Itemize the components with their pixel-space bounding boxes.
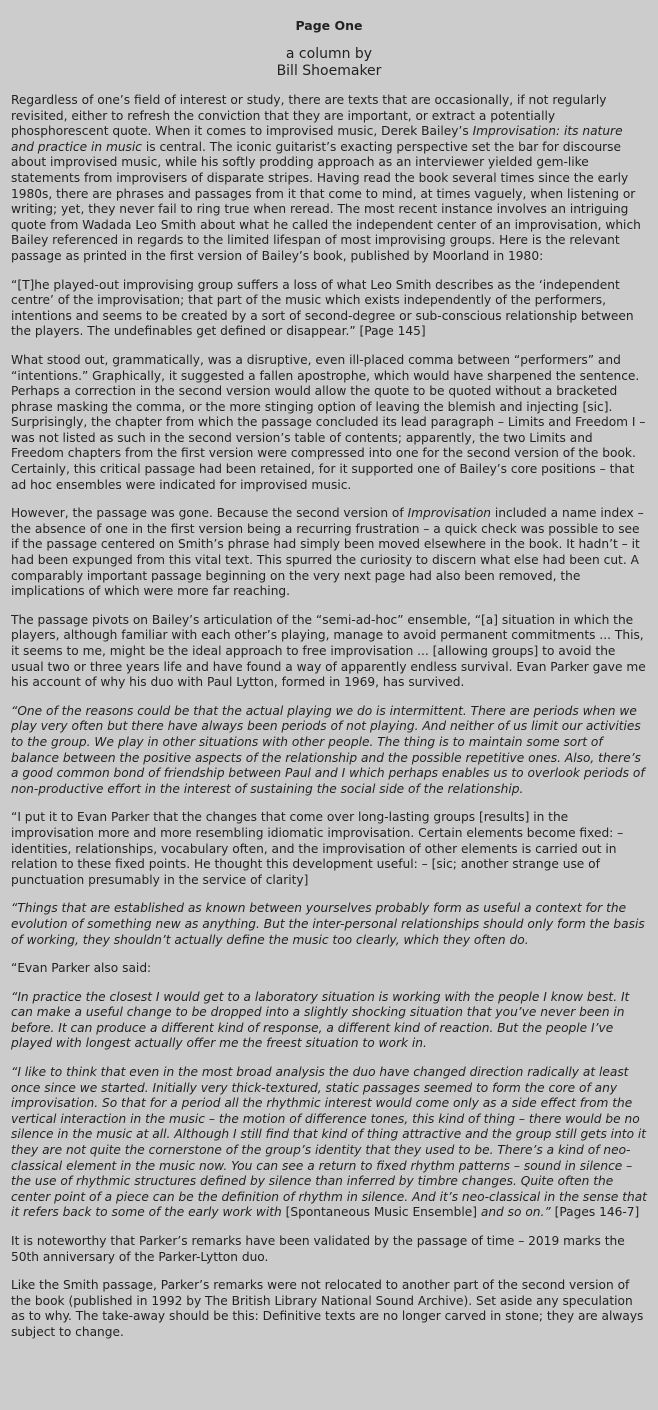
paragraph-passage-gone	[11, 506, 647, 600]
page-title: Page One	[295, 18, 363, 33]
byline-line-1: a column by	[285, 46, 373, 62]
byline	[11, 46, 647, 80]
paragraph-comma: What stood out, grammatically, was a disruptive, even ill-placed comma between “performers” and “intentions.” Graphically, it suggested a fallen apostrophe, which would have sharpened the sentence. Perhaps a correction in the second version would allow the quote to be quoted without a bracketed phrase masking the comma, or the more stinging option of leaving the blemish and injecting [sic]. Surprisingly, the chapter from which the passage concluded its lead paragraph – Limits and Freedom I – was not listed as such in the second version’s table of contents; apparently, the two Limits and Freedom chapters from the first version were compressed into one for the second version of the book. Certainly, this critical passage had been retained, for it supported one of Bailey’s core positions – that ad hoc ensembles were indicated for improvised music.	[11, 352, 646, 492]
paragraph-intro-text-b: is central. The iconic guitarist’s exacting perspective set the bar for discourse about improvised music, while his softly prodding approach as an interviewer yielded gem-like statements from improvisers of disparate stripes. Having read the book several times since the early 1980s, there are phrases and passages from it that come to mind, at times vaguely, when listening or writing; yet, they never fail to ring true when reread. The most recent instance involves an intriguing quote from Wadada Leo Smith about what he called the independent center of an improvisation, which Bailey referenced in regards to the limited lifespan of most improvising groups. Here is the relevant passage as printed in the first version of Bailey’s book, published by Moorland in 1980:	[11, 139, 641, 263]
paragraph-parker-also-said: “Evan Parker also said:	[11, 961, 152, 976]
byline-author: Bill Shoemaker	[276, 63, 382, 79]
paragraph-anniversary: It is noteworthy that Parker’s remarks have been validated by the passage of time – 2019 marks the 50th anniversary of the Parker-Lytton duo.	[11, 1234, 625, 1264]
quote-first-version: “[T]he played-out improvising group suffers a loss of what Leo Smith describes as the ‘independent centre’ of the improvisation; that part of the music which exists independently of the performers, intentions and seems to be created by a sort of second-degree or sub-conscious relationship between the players. The undefinables get defined or disappear.” [Page 145]	[11, 277, 634, 339]
paragraph-put-it-to-parker: “I put it to Evan Parker that the changes that come over long-lasting groups [results] in the improvisation more and more resembling idiomatic improvisation. Certain elements become fixed: – identities, relationships, vocabulary often, and the improvisation of other elements is carried out in relation to these fixed points. He thought this development useful: – [sic; another strange use of punctuation presumably in the service of clarity]	[11, 810, 624, 887]
paragraph-intro	[11, 93, 647, 265]
quote-parker-4	[11, 1065, 647, 1221]
book-title: Improvisation: its nature and practice in music	[11, 124, 623, 154]
quote-parker-4-text-b: and so on.”	[476, 1205, 555, 1220]
book-title-short: Improvisation	[407, 506, 491, 521]
quote-parker-4-page-ref: [Pages 146-7]	[554, 1205, 640, 1220]
paragraph-conclusion: Like the Smith passage, Parker’s remarks were not relocated to another part of the second version of the book (published in 1992 by The British Library National Sound Archive). Set aside any speculation as to why. The take-away should be this: Definitive texts are no longer carved in stone; they are always subject to change.	[11, 1278, 644, 1339]
paragraph-passage-gone-text-b: included a name index – the absence of one in the first version being a recurring frustration – a quick check was possible to see if the passage centered on Smith’s phrase had simply been moved elsewhere in the book. It hadn’t – it had been expunged from this vital text. This spurred the curiosity to discern what else had been cut. A comparably important passage beginning on the very next page had also been removed, the implications of which were more far reaching.	[11, 506, 644, 599]
paragraph-passage-gone-text-a: However, the passage was gone. Because the second version of	[11, 506, 408, 521]
quote-parker-4-bracket: [Spontaneous Music Ensemble]	[285, 1205, 477, 1220]
quote-parker-2: “Things that are established as known between yourselves probably form as useful a context for the evolution of something new as anything. But the inter-personal relationships should only form the basis of working, they shouldn’t actually define the music too clearly, which they often do.	[11, 901, 645, 947]
paragraph-intro-text-a: Regardless of one’s field of interest or study, there are texts that are occasionally, if not regularly revisited, either to refresh the conviction that they are important, or extract a potentially phosphorescent quote. When it comes to improvised music, Derek Bailey’s	[11, 93, 607, 139]
paragraph-semi-ad-hoc: The passage pivots on Bailey’s articulation of the “semi-ad-hoc” ensemble, “[a] situation in which the players, although familiar with each other’s playing, manage to avoid permanent commitments ... This, it seems to me, might be the ideal approach to free improvisation ... [allowing groups] to avoid the usual two or three years life and have found a way of apparently endless survival. Evan Parker gave me his account of why his duo with Paul Lytton, formed in 1969, has survived.	[11, 612, 646, 690]
quote-parker-3: “In practice the closest I would get to a laboratory situation is working with the people I know best. It can make a useful change to be dropped into a slightly shocking situation that you’ve never been in before. It can produce a different kind of response, a different kind of reaction. But the people I’ve played with longest actually offer me the freest situation to work in.	[11, 989, 630, 1051]
quote-parker-4-text-a: “I like to think that even in the most broad analysis the duo have changed direction radically at least once since we started. Initially very thick-textured, static passages seemed to form the core of any improvisation. So that for a period all the rhythmic interest would come only as a side effect from the vertical interaction in the music – the motion of difference tones, this kind of thing – there would be no silence in the music at all. Although I still find that kind of thing attractive and the group still gets into it they are not quite the cornerstone of the group’s identity that they used to be. There’s a kind of neo-classical element in the music now. You can see a return to fixed rhythm patterns – sound in silence – the use of rhythmic structures defined by silence than inferred by timbre changes. Quite often the center point of a piece can be the definition of rhythm in silence. And it’s neo-classical in the sense that it refers back to some of the early work with	[11, 1065, 647, 1220]
quote-parker-1: “One of the reasons could be that the actual playing we do is intermittent. There are periods when we play very often but there have always been periods of not playing. And neither of us limit our activities to the group. We play in other situations with other people. The thing is to maintain some sort of balance between the positive aspects of the relationship and the possible repetitive ones. Also, there’s a good common bond of friendship between Paul and I which perhaps enables us to overlook periods of non-productive effort in the interest of sustaining the social side of the relationship.	[11, 703, 645, 796]
